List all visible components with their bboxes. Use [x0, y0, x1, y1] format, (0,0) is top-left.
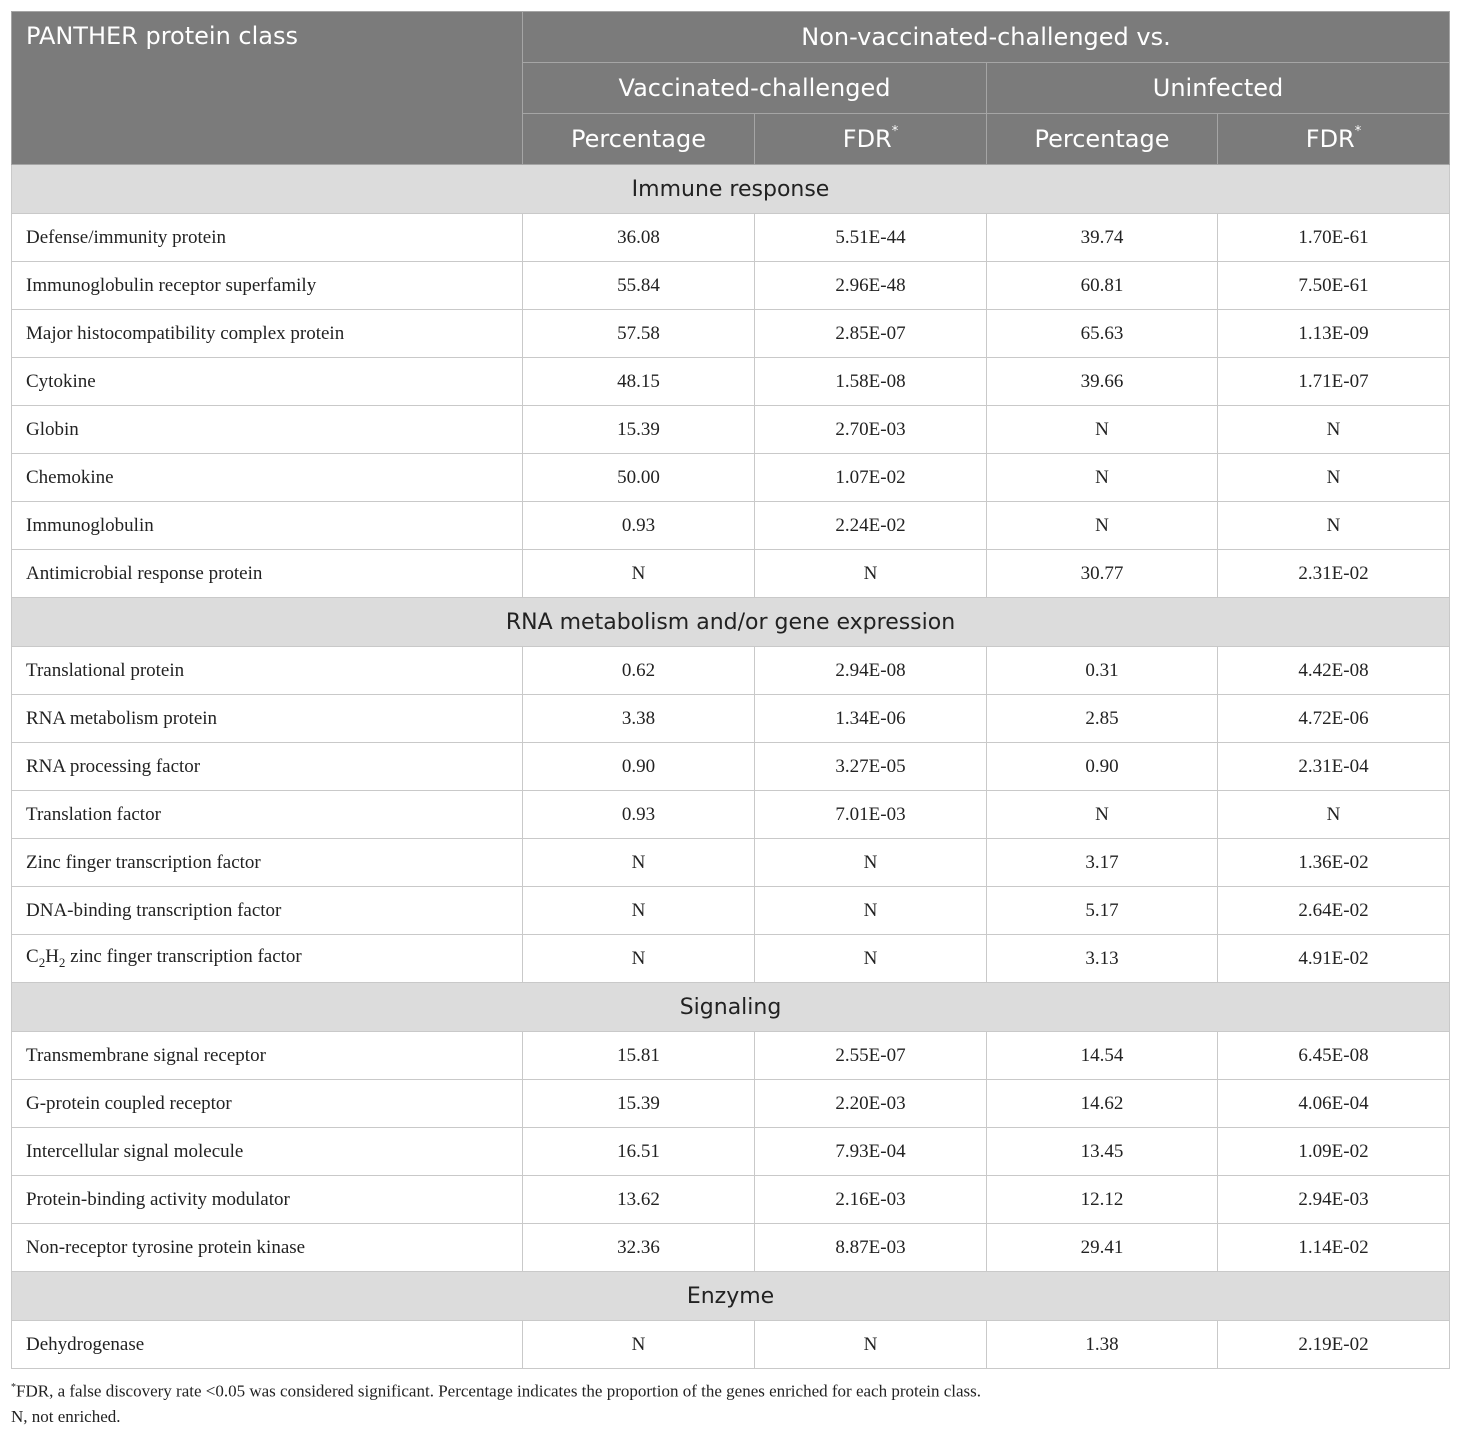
un-fdr-cell: N: [1218, 406, 1450, 454]
table-body: [12, 165, 1450, 1369]
protein-class-cell: Non-receptor tyrosine protein kinase: [12, 1224, 523, 1272]
vc-percentage-cell: 50.00: [523, 454, 755, 502]
table-row: [12, 454, 1450, 502]
vc-percentage-cell: 15.39: [523, 1080, 755, 1128]
vc-percentage-cell: 0.93: [523, 791, 755, 839]
un-percentage-cell: 1.38: [987, 1321, 1218, 1369]
n-footnote: N, not enriched.: [11, 1406, 121, 1426]
protein-class-cell: Zinc finger transcription factor: [12, 839, 523, 887]
fdr-footnote: *FDR, a false discovery rate <0.05 was considered significant. Percentage indicates the proportion of the genes enriched for each protein class.: [11, 1381, 982, 1401]
vaccinated-challenged-header: Vaccinated-challenged: [523, 63, 987, 114]
un-fdr-cell: 4.06E-04: [1218, 1080, 1450, 1128]
vc-percentage-cell: 15.81: [523, 1032, 755, 1080]
protein-class-cell: Immunoglobulin receptor superfamily: [12, 262, 523, 310]
vc-percentage-cell: N: [523, 935, 755, 983]
section-title: RNA metabolism and/or gene expression: [12, 598, 1450, 647]
un-fdr-cell: 4.42E-08: [1218, 647, 1450, 695]
un-fdr-cell: 2.31E-04: [1218, 743, 1450, 791]
footnotes: [11, 1375, 1449, 1429]
vc-fdr-cell: 7.93E-04: [755, 1128, 987, 1176]
un-percentage-cell: 30.77: [987, 550, 1218, 598]
un-percentage-header: Percentage: [987, 114, 1218, 165]
vc-percentage-cell: 15.39: [523, 406, 755, 454]
un-percentage-cell: 13.45: [987, 1128, 1218, 1176]
vc-percentage-cell: 32.36: [523, 1224, 755, 1272]
vc-percentage-cell: 55.84: [523, 262, 755, 310]
vc-fdr-cell: N: [755, 839, 987, 887]
protein-class-cell: Transmembrane signal receptor: [12, 1032, 523, 1080]
section-row: [12, 165, 1450, 214]
vc-fdr-cell: 2.24E-02: [755, 502, 987, 550]
un-percentage-cell: 2.85: [987, 695, 1218, 743]
vc-fdr-cell: 2.20E-03: [755, 1080, 987, 1128]
vc-fdr-cell: 2.85E-07: [755, 310, 987, 358]
vc-percentage-cell: 16.51: [523, 1128, 755, 1176]
un-percentage-cell: 14.54: [987, 1032, 1218, 1080]
vc-percentage-cell: 13.62: [523, 1176, 755, 1224]
section-row: [12, 598, 1450, 647]
vc-percentage-cell: 0.90: [523, 743, 755, 791]
protein-class-cell: Translational protein: [12, 647, 523, 695]
protein-class-cell: Dehydrogenase: [12, 1321, 523, 1369]
table-row: [12, 1224, 1450, 1272]
table-row: [12, 935, 1450, 983]
un-percentage-cell: 29.41: [987, 1224, 1218, 1272]
protein-class-cell: Chemokine: [12, 454, 523, 502]
table-row: [12, 358, 1450, 406]
vc-percentage-cell: 3.38: [523, 695, 755, 743]
protein-class-cell: Protein-binding activity modulator: [12, 1176, 523, 1224]
vc-fdr-cell: 8.87E-03: [755, 1224, 987, 1272]
un-fdr-cell: 1.09E-02: [1218, 1128, 1450, 1176]
un-percentage-cell: 0.31: [987, 647, 1218, 695]
table-row: [12, 1176, 1450, 1224]
table-row: [12, 1128, 1450, 1176]
vc-fdr-cell: 2.70E-03: [755, 406, 987, 454]
protein-class-table: [11, 11, 1450, 1369]
un-fdr-cell: 6.45E-08: [1218, 1032, 1450, 1080]
vc-percentage-header: Percentage: [523, 114, 755, 165]
table-row: [12, 695, 1450, 743]
vc-percentage-cell: N: [523, 887, 755, 935]
table-row: [12, 502, 1450, 550]
protein-class-cell: Intercellular signal molecule: [12, 1128, 523, 1176]
protein-class-cell: Immunoglobulin: [12, 502, 523, 550]
un-fdr-cell: N: [1218, 502, 1450, 550]
vc-percentage-cell: 57.58: [523, 310, 755, 358]
vc-percentage-cell: 48.15: [523, 358, 755, 406]
protein-class-column-header: PANTHER protein class: [12, 12, 523, 165]
table-row: [12, 791, 1450, 839]
vc-fdr-cell: 7.01E-03: [755, 791, 987, 839]
protein-class-cell: Globin: [12, 406, 523, 454]
table-row: [12, 743, 1450, 791]
un-percentage-cell: 14.62: [987, 1080, 1218, 1128]
un-percentage-cell: N: [987, 406, 1218, 454]
vc-fdr-cell: 1.07E-02: [755, 454, 987, 502]
vc-percentage-cell: 0.93: [523, 502, 755, 550]
vc-percentage-cell: N: [523, 839, 755, 887]
un-percentage-cell: N: [987, 791, 1218, 839]
table-row: [12, 1080, 1450, 1128]
section-title: Immune response: [12, 165, 1450, 214]
un-percentage-cell: 12.12: [987, 1176, 1218, 1224]
vc-percentage-cell: N: [523, 550, 755, 598]
un-percentage-cell: 3.17: [987, 839, 1218, 887]
vc-fdr-cell: 1.58E-08: [755, 358, 987, 406]
un-fdr-cell: 1.14E-02: [1218, 1224, 1450, 1272]
un-percentage-cell: 65.63: [987, 310, 1218, 358]
un-percentage-cell: 39.74: [987, 214, 1218, 262]
protein-class-cell: G-protein coupled receptor: [12, 1080, 523, 1128]
un-fdr-cell: 1.71E-07: [1218, 358, 1450, 406]
un-fdr-cell: 2.19E-02: [1218, 1321, 1450, 1369]
un-fdr-cell: 2.94E-03: [1218, 1176, 1450, 1224]
vc-fdr-cell: N: [755, 1321, 987, 1369]
protein-class-cell: Cytokine: [12, 358, 523, 406]
uninfected-header: Uninfected: [987, 63, 1450, 114]
un-fdr-cell: 7.50E-61: [1218, 262, 1450, 310]
comparison-group-header: Non-vaccinated-challenged vs.: [523, 12, 1450, 63]
protein-class-cell: Antimicrobial response protein: [12, 550, 523, 598]
table-row: [12, 310, 1450, 358]
un-percentage-cell: 39.66: [987, 358, 1218, 406]
table-row: [12, 262, 1450, 310]
vc-fdr-cell: N: [755, 935, 987, 983]
un-fdr-cell: 2.64E-02: [1218, 887, 1450, 935]
vc-fdr-cell: 2.94E-08: [755, 647, 987, 695]
table-container: [11, 11, 1449, 1429]
un-fdr-cell: 1.70E-61: [1218, 214, 1450, 262]
protein-class-cell: Major histocompatibility complex protein: [12, 310, 523, 358]
vc-fdr-cell: 2.96E-48: [755, 262, 987, 310]
table-row: [12, 887, 1450, 935]
vc-fdr-cell: 1.34E-06: [755, 695, 987, 743]
table-row: [12, 406, 1450, 454]
un-percentage-cell: 0.90: [987, 743, 1218, 791]
un-fdr-header: FDR*: [1218, 114, 1450, 165]
vc-fdr-cell: N: [755, 550, 987, 598]
un-percentage-cell: N: [987, 454, 1218, 502]
protein-class-cell: Defense/immunity protein: [12, 214, 523, 262]
un-fdr-cell: N: [1218, 791, 1450, 839]
un-percentage-cell: 60.81: [987, 262, 1218, 310]
un-percentage-cell: N: [987, 502, 1218, 550]
protein-class-cell: RNA processing factor: [12, 743, 523, 791]
un-fdr-cell: 1.36E-02: [1218, 839, 1450, 887]
table-row: [12, 839, 1450, 887]
table-row: [12, 1321, 1450, 1369]
un-fdr-cell: 4.91E-02: [1218, 935, 1450, 983]
table-row: [12, 550, 1450, 598]
table-row: [12, 647, 1450, 695]
un-fdr-cell: 4.72E-06: [1218, 695, 1450, 743]
un-percentage-cell: 3.13: [987, 935, 1218, 983]
protein-class-cell: $C_2H_2$ zinc finger transcription factor: [12, 935, 523, 983]
un-percentage-cell: 5.17: [987, 887, 1218, 935]
un-fdr-cell: N: [1218, 454, 1450, 502]
un-fdr-cell: 1.13E-09: [1218, 310, 1450, 358]
vc-percentage-cell: 36.08: [523, 214, 755, 262]
protein-class-cell: DNA-binding transcription factor: [12, 887, 523, 935]
section-title: Enzyme: [12, 1272, 1450, 1321]
section-row: [12, 1272, 1450, 1321]
vc-percentage-cell: N: [523, 1321, 755, 1369]
vc-fdr-cell: 3.27E-05: [755, 743, 987, 791]
vc-fdr-cell: 2.55E-07: [755, 1032, 987, 1080]
section-title: Signaling: [12, 983, 1450, 1032]
protein-class-cell: Translation factor: [12, 791, 523, 839]
protein-class-cell: RNA metabolism protein: [12, 695, 523, 743]
vc-fdr-header: FDR*: [755, 114, 987, 165]
table-row: [12, 214, 1450, 262]
table-header: [12, 12, 1450, 165]
vc-fdr-cell: 5.51E-44: [755, 214, 987, 262]
vc-fdr-cell: 2.16E-03: [755, 1176, 987, 1224]
vc-fdr-cell: N: [755, 887, 987, 935]
table-row: [12, 1032, 1450, 1080]
un-fdr-cell: 2.31E-02: [1218, 550, 1450, 598]
vc-percentage-cell: 0.62: [523, 647, 755, 695]
section-row: [12, 983, 1450, 1032]
